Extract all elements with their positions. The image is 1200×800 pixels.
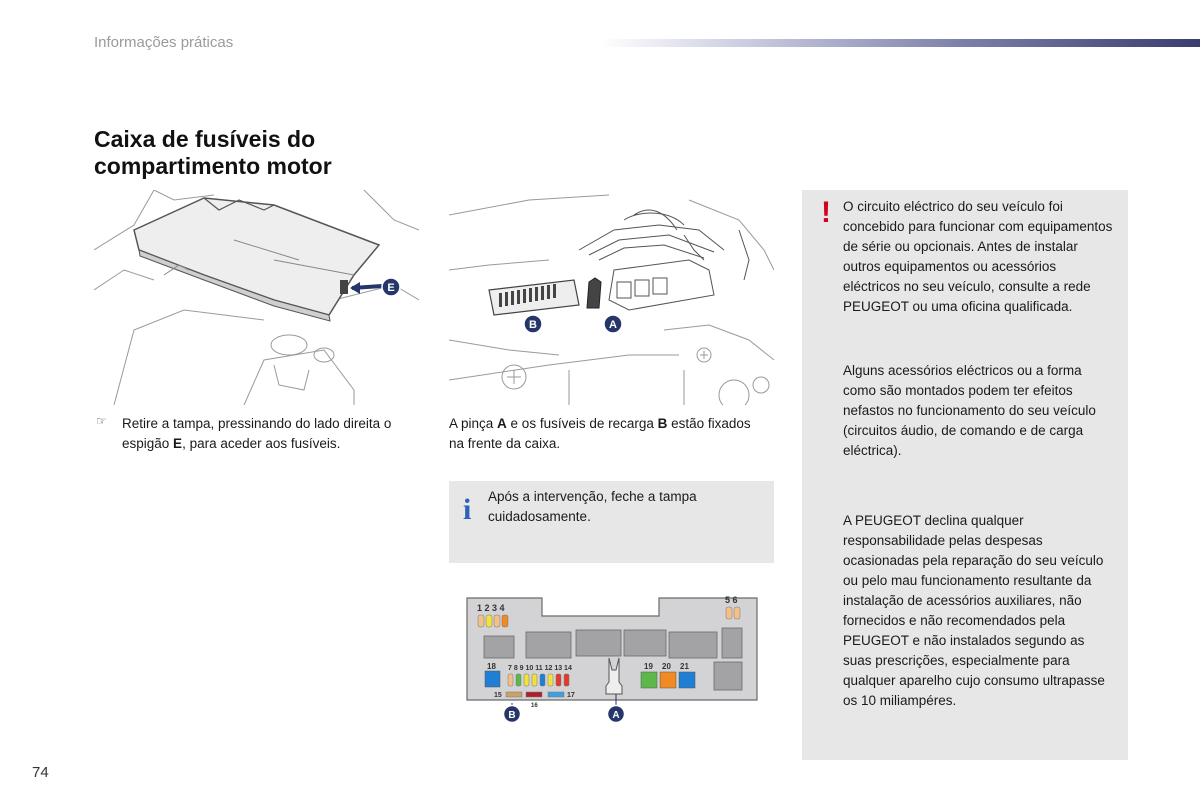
fuse-label-16: 16 — [531, 703, 538, 709]
diagram-callout-a-label: A — [612, 710, 620, 721]
info-text: Após a intervenção, feche a tampa cuidadosamente. — [488, 489, 697, 524]
warning-paragraph-1: O circuito eléctrico do seu veículo foi concebido para funcionar com equipamentos de série ou opcionais. Antes de instalar outros equipamentos ou acessórios eléctricos no seu veículo, consulte a rede PEUGEOT ou uma oficina qualificada. — [843, 199, 1113, 314]
fuse-diagram — [464, 590, 764, 725]
diagram-callout-b-label: B — [508, 710, 516, 721]
clamp-fuses-note — [449, 414, 759, 454]
step-remove-cover — [122, 414, 422, 454]
warning-icon: ! — [821, 196, 831, 229]
fuse-labels-5-6: 5 6 — [725, 595, 738, 605]
fuse-label-18: 18 — [487, 662, 496, 671]
header-gradient-bar — [600, 39, 1200, 47]
figure-clamp-spare-fuses — [449, 190, 774, 405]
fuse-labels-1-4: 1 2 3 4 — [477, 603, 505, 613]
fuse-18 — [485, 671, 500, 687]
info-icon: i — [463, 493, 472, 526]
fuse-clamp-a — [587, 278, 601, 308]
clamp-note-bold-b: B — [657, 416, 668, 431]
fuse-19 — [641, 672, 657, 688]
fuse-label-20: 20 — [662, 662, 671, 671]
section-header: Informações práticas — [94, 34, 234, 51]
clamp-note-text-2: e os fusíveis de recarga — [506, 416, 658, 431]
step-remove-cover-text-1: Retire a tampa, pressinando do lado direita o espigão — [122, 416, 392, 451]
fuse-layout-diagram — [464, 590, 764, 725]
figure-fusebox-cover — [94, 190, 419, 405]
page-number: 74 — [32, 764, 49, 781]
fuse-17 — [548, 692, 564, 697]
fuse-15 — [506, 692, 522, 697]
fuse-16 — [526, 692, 542, 697]
step-remove-cover-bold: E — [173, 436, 183, 451]
callout-e-label: E — [387, 282, 395, 294]
page-title — [94, 126, 332, 180]
info-box — [449, 481, 774, 563]
bullet-icon: ☞ — [96, 414, 107, 428]
callout-a-label: A — [609, 319, 617, 331]
page-title-line-2: compartimento motor — [94, 153, 332, 179]
fuse-labels-7-14: 7 8 9 10 11 12 13 14 — [508, 665, 572, 672]
fuse-label-21: 21 — [680, 662, 689, 671]
fuse-20 — [660, 672, 676, 688]
warning-paragraph-3: A PEUGEOT declina qualquer responsabilidade pelas despesas ocasionadas pela reparação do seu veículo ou pelo mau funcionamento resultante da instalação de acessórios auxiliares, não fornecidos e não recomendados pela PEUGEOT e não instalados segundo as suas prescrições, especialmente para qualquer aparelho cujo consumo ultrapasse os 10 miliampéres. — [843, 513, 1105, 708]
fuse-21 — [679, 672, 695, 688]
page-title-line-1: Caixa de fusíveis do — [94, 126, 316, 152]
fuse-label-19: 19 — [644, 662, 653, 671]
clamp-note-text-1: A pinça — [449, 416, 498, 431]
clamp-note-bold-a: A — [497, 416, 507, 431]
fuse-label-17: 17 — [567, 692, 575, 699]
callout-b-label: B — [529, 319, 537, 331]
step-remove-cover-text-2: , para aceder aos fusíveis. — [182, 436, 341, 451]
clamp-fuses-illustration — [449, 190, 774, 405]
clamp-note-text-3: estão fixados na frente da caixa. — [449, 416, 751, 451]
warning-paragraph-2: Alguns acessórios eléctricos ou a forma como são montados podem ter efeitos nefastos no funcionamento do seu veículo (circuitos áudio, de comando e de carga eléctrica). — [843, 363, 1096, 458]
warning-box — [802, 190, 1128, 760]
fusebox-cover-shape — [134, 198, 379, 321]
fusebox-cover-illustration — [94, 190, 419, 405]
cover-latch-e — [340, 280, 348, 294]
fuse-label-15: 15 — [494, 692, 502, 699]
